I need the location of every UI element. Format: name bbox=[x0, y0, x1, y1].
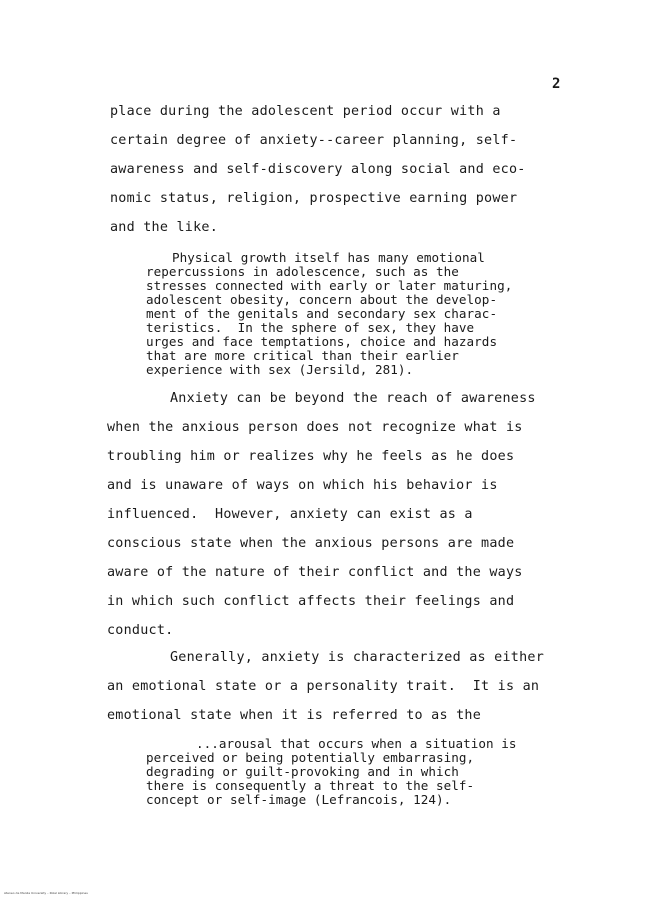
block-quote-line: perceived or being potentially embarrasing, bbox=[146, 750, 475, 765]
body-line: conduct. bbox=[107, 623, 174, 638]
block-quote-line: ment of the genitals and secondary sex charac- bbox=[146, 306, 498, 321]
block-quote-line: Physical growth itself has many emotional bbox=[172, 250, 485, 265]
body-line: certain degree of anxiety--career planning, self- bbox=[110, 133, 518, 148]
block-quote-line: teristics. In the sphere of sex, they have bbox=[146, 320, 475, 335]
body-line: influenced. However, anxiety can exist as a bbox=[107, 507, 473, 522]
block-quote-line: there is consequently a threat to the self- bbox=[146, 778, 475, 793]
body-line: and is unaware of ways on which his behavior is bbox=[107, 478, 498, 493]
block-quote-line: experience with sex (Jersild, 281). bbox=[146, 362, 414, 377]
body-line: troubling him or realizes why he feels as he does bbox=[107, 449, 515, 464]
body-line: when the anxious person does not recognize what is bbox=[107, 420, 523, 435]
page-number: 2 bbox=[552, 76, 561, 92]
scan-footer: Ateneo de Manila University – Rizal Library – Philippines bbox=[4, 891, 88, 895]
body-line: Anxiety can be beyond the reach of awareness bbox=[170, 391, 536, 406]
body-line: aware of the nature of their conflict and the ways bbox=[107, 565, 523, 580]
block-quote-line: repercussions in adolescence, such as the bbox=[146, 264, 459, 279]
block-quote-line: ...arousal that occurs when a situation is bbox=[196, 736, 517, 751]
body-line: awareness and self-discovery along social and eco- bbox=[110, 162, 526, 177]
body-line: Generally, anxiety is characterized as either bbox=[170, 650, 545, 665]
block-quote-line: degrading or guilt-provoking and in which bbox=[146, 764, 459, 779]
body-line: in which such conflict affects their feelings and bbox=[107, 594, 515, 609]
body-line: an emotional state or a personality trait. It is an bbox=[107, 679, 540, 694]
block-quote-line: concept or self-image (Lefrancois, 124). bbox=[146, 792, 452, 807]
block-quote-line: stresses connected with early or later maturing, bbox=[146, 278, 513, 293]
body-line: nomic status, religion, prospective earning power bbox=[110, 191, 518, 206]
body-line: and the like. bbox=[110, 220, 219, 235]
block-quote-line: adolescent obesity, concern about the develop- bbox=[146, 292, 498, 307]
block-quote-line: that are more critical than their earlier bbox=[146, 348, 459, 363]
body-line: place during the adolescent period occur with a bbox=[110, 104, 501, 119]
body-line: emotional state when it is referred to as the bbox=[107, 708, 482, 723]
body-line: conscious state when the anxious persons are made bbox=[107, 536, 515, 551]
block-quote-line: urges and face temptations, choice and hazards bbox=[146, 334, 498, 349]
